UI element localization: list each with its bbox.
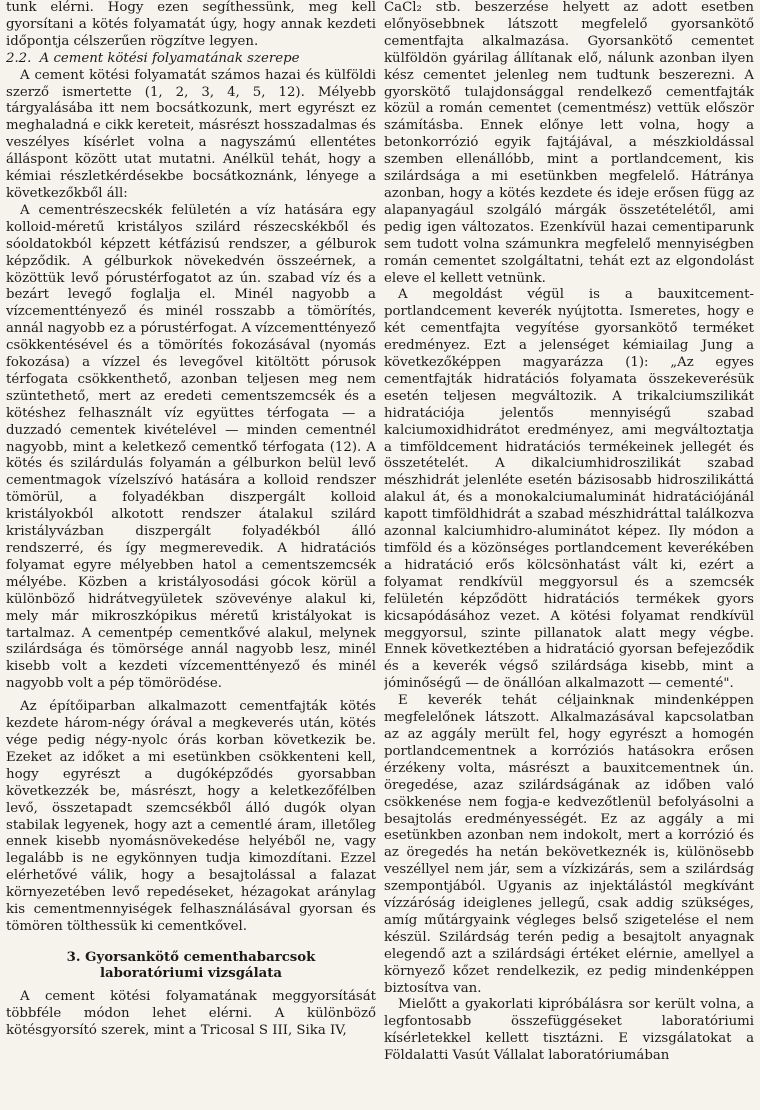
subsection-title: A cement kötési folyamatának szerepe bbox=[39, 50, 300, 66]
left-column bbox=[6, 0, 376, 1110]
paragraph: E keverék tehát céljainknak mindenképpen megfelelőnek látszott. Alkalmazásával kapcsolatban az az aggály merült fel, hogy egyrészt a homogén portlandcementnek a korróziós hatásokra erősen érzékeny volta, másrészt a bauxitcementnek ún. öregedése, azaz szilárdságának az időben való csökkenése nem fogja-e kedvezőtlenül befolyásolni a besajtolás eredményességét. Ez az aggály a mi esetünkben azonban nem indokolt, mert a korrózió és az öregedés ha netán bekövetkeznék is, különösebb veszéllyel nem jár, sem a vízkizárás, sem a szilárdság szempontjából. Ugyanis az injektálástól megkívánt vízzáróság ideiglenes jellegű, csak addig szükséges, amíg műtárgyaink végleges belső szigetelése el nem készül. Szilárdság terén pedig a besajtolt anyagnak elegendő azt a szilárdsági értéket elérnie, amellyel a környező kőzet rendelkezik, ez pedig mindenképpen biztosítva van. bbox=[384, 693, 754, 996]
section-title-line2: laboratóriumi vizsgálata bbox=[99, 966, 283, 982]
paragraph: A megoldást végül is a bauxitcement-portlandcement keverék nyújtotta. Ismeretes, hogy e két cementfajta vegyítése gyorsankötő terméket eredményez. Ezt a jelenséget kémiailag Jung a következőképpen magyarázza (1): „Az egyes cementfajták hidratációs folyamata összekeverésük esetén teljesen megváltozik. A trikalciumszilikát hidratációja jelentős mennyiségű szabad kalciumoxidhidrátot eredményez, ami megváltoztatja a timföldcement hidratációs termékeinek jellegét és összetételét. A dikalciumhidroszilikát szabad mészhidrát jelenléte esetén bázisosabb hidroszilikáttá alakul át, és a monokalciumaluminát hidratációjánál kapott timföldhidrát a szabad mészhidráttal találkozva azonnal kalciumhidro-aluminátot képez. Ily módon a timföld és a közönséges portlandcement keverékében a hidratáció erős kölcsönhatást vált ki, ezért a folyamat rendkívül meggyorsul és a szemcsék felületén képződött hidratációs termékek gyors kicsapódásához vezet. A kötési folyamat rendkívül meggyorsul, szinte pillanatok alatt megy végbe. Ennek következtében a hidratáció gyorsan befejeződik és a keverék végső szilárdsága kisebb, mint a jóminőségű — de önállóan alkalmazott — cementé". bbox=[384, 287, 754, 692]
section-heading-line1 bbox=[6, 950, 376, 967]
section-number: 3. bbox=[66, 949, 81, 965]
section-title-line1: Gyorsankötő cementhabarcsok bbox=[85, 949, 316, 965]
paragraph: A cement kötési folyamatának meggyorsítását többféle módon lehet elérni. A különböző kötésgyorsító szerek, mint a Tricosal S III, Sika IV, bbox=[6, 988, 376, 1038]
paragraph: A cementrészecskék felületén a víz hatására egy kolloid-méretű kristályos szilárd részecskékből és sóoldatokból képzett kétfázisú rendszer, a gélburok képződik. A gélburkok növekedvén összeérnek, a közöttük levő pórustérfogatot az ún. szabad víz és a bezárt levegő foglalja el. Minél nagyobb a vízcementtényező és minél rosszabb a tömörítés, annál nagyobb ez a pórustérfogat. A vízcementtényező csökkentésével és a tömörítés fokozásával (nyomás fokozása) a vízzel és levegővel kitöltött pórusok térfogata csökkenthető, azonban teljesen meg nem szüntethető, mert az eredeti cementszemcsék és a kötéshez felhasznált víz együttes térfogata — a duzzadó cementek kivételével — minden cementnél nagyobb, mint a keletkező cementkő térfogata (12). A kötés és szilárdulás folyamán a gélburkon belül levő cementmagok vízelszívó hatására a kolloid rendszer tömörül, a folyadékban diszpergált kolloid kristályokból alkotott rendszer átalakul szilárd kristályvázban diszpergált folyadékból álló rendszerré, és így megmerevedik. A hidratációs folyamat egyre mélyebben hatol a cementszemcsék mélyébe. Közben a kristályosodási gócok körül a különböző hidrátvegyületek szövevénye alakul ki, mely már mikroszkópikus méretű kristályokat is tartalmaz. A cementpép cementkővé alakul, melynek szilárdsága és tömörsége annál nagyobb lesz, minél kisebb volt a kezdeti vízcementtényező és minél nagyobb volt a pép tömörödése. bbox=[6, 202, 376, 692]
paragraph: A cement kötési folyamatát számos hazai és külföldi szerző ismertette (1, 2, 3, 4, 5, 12). Mélyebb tárgyalásába itt nem bocsátkozunk, mert egyrészt ez meghaladná e cikk kereteit, másrészt hosszadalmas és veszélyes kísérlet volna a nagyszámú ellentétes álláspont között utat mutatni. Anélkül tehát, hogy a kémiai részletkérdésekbe bocsátkoznánk, lényege a következőkből áll: bbox=[6, 67, 376, 201]
section-heading bbox=[6, 950, 376, 983]
subsection-number: 2.2. bbox=[6, 50, 32, 66]
paragraph: Mielőtt a gyakorlati kipróbálásra sor került volna, a legfontosabb összefüggéseket laboratóriumi kísérletekkel kellett tisztázni. E vizsgálatokat a Földalatti Vasút Vállalat laboratóriumában bbox=[384, 997, 754, 1064]
paragraph-continued: CaCl₂ stb. beszerzése helyett az adott esetben előnyösebbnek látszott megfelelő gyorsankötő cementfajta alkalmazása. Gyorsankötő cementet külföldön gyárilag állítanak elő, nálunk azonban ilyen kész cementet jelenleg nem tudtunk beszerezni. A gyorskötő tulajdonsággal rendelkező cementfajták közül a román cementet (cementmész) vettük először számításba. Ennek előnye lett volna, hogy a betonkorrózió egyik fajtájával, a mészkioldással szemben ellenállóbb, mint a portlandcement, kis szilárdsága a mi esetünkben megfelelő. Hátránya azonban, hogy a kötés kezdete és ideje erősen függ az alapanyagául szolgáló márgák összetételétől, ami pedig igen változatos. Ezenkívül hazai cementiparunk sem tudott volna számunkra megfelelő mennyiségben román cementet szolgáltatni, tehát ezt az elgondolást eleve el kellett vetnünk. bbox=[384, 0, 754, 286]
right-column bbox=[384, 0, 754, 1110]
subsection-heading bbox=[6, 51, 376, 68]
paragraph: Az építőiparban alkalmazott cementfajták kötés kezdete három-négy órával a megkeverés után, kötés vége pedig négy-nyolc órás korban következik be. Ezeket az időket a mi esetünkben csökkenteni kell, hogy egyrészt a dugóképződés gyorsabban következzék be, másrészt, hogy a keletkezőfélben levő, összetapadt szemcsékből álló dugók olyan stabilak legyenek, hogy azt a cementlé áram, illetőleg ennek kisebb nyomásnövekedése helyéből ne, vagy legalább is ne egykönnyen tudja kimozdítani. Ezzel elérhetővé válik, hogy a besajtolással a falazat környezetében levő repedéseket, hézagokat aránylag kis cementmennyiségek felhasználásával gyorsan és tömören tölthessük ki cementkővel. bbox=[6, 699, 376, 934]
paragraph-continued: tunk elérni. Hogy ezen segíthessünk, meg kell gyorsítani a kötés folyamatát úgy, hogy annak kezdeti időpontja célszerűen rögzítve legyen. bbox=[6, 0, 376, 49]
